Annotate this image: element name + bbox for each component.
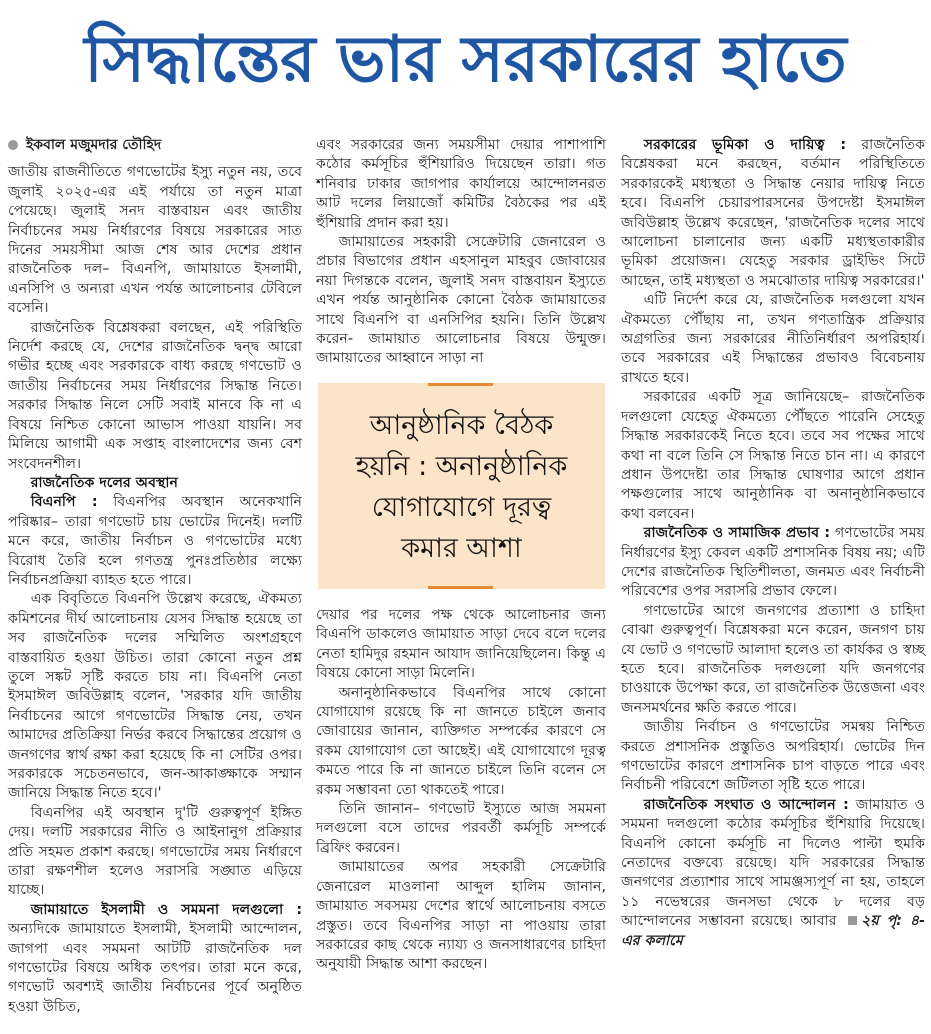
paragraph-lead: বিএনপি : <box>30 494 98 511</box>
paragraph-text: অনানুষ্ঠানিকভাবে বিএনপির সাথে কোনো যোগাযোগ রয়েছে কি না জানতে চাইলে জনাব জোবায়ের জানান, ব্যক্তিগত সম্পর্কের কারণে সে রকম যোগাযোগ তো আছেই। এই যোগাযোগে দূরত্ব কমতে পারে কি না জানতে চাইলে তিনি বলেন সে রকম সম্ভাবনা তো থাকতেই পারে। <box>316 684 606 798</box>
paragraph <box>316 858 606 974</box>
byline-author: ইকবাল মজুমদার তৌহিদ <box>26 137 162 153</box>
paragraph <box>8 163 302 318</box>
paragraph-text: এটি নির্দেশ করে যে, রাজনৈতিক দলগুলো যখন ঐকমত্যে পৌঁছায় না, তখন গণতান্ত্রিক প্রক্রিয়ার অগ্রগতির জন্য সরকারের নীতিনির্ধারণ অপরিহার্য। তবে সরকারের এই সিদ্ধান্তের প্রভাবও বিবেচনায় রাখতে হবে। <box>621 292 925 386</box>
paragraph-text: তিনি জানান– গণভোট ইস্যুতে আজ সমমনা দলগুলো বসে তাদের পরবর্তী কর্মসূচি সম্পর্কে ব্রিফিং করবেন। <box>316 801 606 856</box>
paragraph-text: গণভোটের সময় নির্ধারণের ইস্যু কেবল একটি প্রশাসনিক বিষয় নয়; এটি দেশের রাজনৈতিক স্থিতিশীলতা, জনমত এবং নির্বাচনী পরিবেশের ওপর সরাসরি প্রভাব ফেলে। <box>621 525 925 600</box>
paragraph-text: দেয়ার পর দলের পক্ষ থেকে আলোচনার জন্য বিএনপি ডাকলেও জামায়াত সাড়া দেবে বলে দলের নেতা হামিদুর রহমান আযাদ জানিয়েছিলেন। কিন্তু এ বিষয়ে কোনো সাড়া মিলেনি। <box>316 607 606 682</box>
pull-quote-rule-top <box>428 383 493 386</box>
continued-square-icon <box>848 916 857 925</box>
paragraph <box>621 524 925 602</box>
pull-quote-rule-bottom <box>428 586 493 589</box>
pull-quote-line: আনুষ্ঠানিক বৈঠক <box>369 410 554 441</box>
headline: সিদ্ধান্তের ভার সরকারের হাতে <box>84 23 847 97</box>
column-1-body <box>8 163 302 1017</box>
continued-on-link[interactable]: ২য় পৃ: ৪-এর কলামে <box>621 913 925 949</box>
paragraph-text: জাতীয় নির্বাচন ও গণভোটের সমন্বয় নিশ্চিত করতে প্রশাসনিক প্রস্তুতিও অপরিহার্য। ভোটের দিন গণভোটের কারণে প্রশাসনিক চাপ বাড়তে পারে এবং নির্বাচনী পরিবেশে জটিলতা সৃষ্টি হতে পারে। <box>621 719 925 794</box>
paragraph <box>621 388 925 524</box>
column-2-top <box>316 136 606 369</box>
paragraph <box>621 136 925 291</box>
pull-quote-box <box>318 383 605 589</box>
paragraph-lead: রাজনৈতিক দলের অবস্থান <box>30 474 178 491</box>
pull-quote-line: হয়নি : অনানুষ্ঠানিক <box>355 451 568 482</box>
bullet-icon <box>8 140 18 150</box>
paragraph-text: রাজনৈতিক বিশ্লেষকরা বলছেন, এই পরিস্থিতি নির্দেশ করছে যে, দেশের রাজনৈতিক দ্বন্দ্ব আরো গভীর হচ্ছে এবং সরকারকে বাধ্য করছে গণভোট ও জাতীয় নির্বাচনের সময় নির্ধারণের সিদ্ধান্ত নিতে। সরকার সিদ্ধান্ত নিলে সেটি সবাই মানবে কি না এ বিষয়ে নিশ্চিত কোনো আভাস পাওয়া যায়নি। সব মিলিয়ে আগামী এক সপ্তাহ বাংলাদেশের জন্য বেশ সংবেদনশীল। <box>8 319 302 472</box>
paragraph-text: জামায়াতের অপর সহকারী সেক্রেটারি জেনারেল মাওলানা আব্দুল হালিম জানান, জামায়াত সবসময় দেশের স্বার্থে আলোচনায় বসতে প্রস্তুত। তবে বিএনপির সাড়া না পাওয়ায় তারা সরকারের কাছ থেকে ন্যায্য ও জনসাধারণের চাহিদা অনুযায়ী সিদ্ধান্ত আশা করছেন। <box>316 859 606 973</box>
paragraph <box>8 474 302 493</box>
column-2-bottom <box>316 606 606 975</box>
paragraph <box>8 804 302 901</box>
paragraph-text: অন্যদিকে জামায়াতে ইসলামী, ইসলামী আন্দোলন, জাগপা এবং সমমনা আটটি রাজনৈতিক দল গণভোটের বিষয়ে অধিক তৎপর। তারা মনে করে, গণভোট অবশ্যই জাতীয় নির্বাচনের পূর্বে অনুষ্ঠিত হওয়া উচিত, <box>8 921 302 1015</box>
paragraph <box>316 800 606 858</box>
paragraph-text: রাজনৈতিক বিশ্লেষকরা মনে করছেন, বর্তমান পরিস্থিতিতে সরকারকেই মধ্যস্থতা ও সিদ্ধান্ত নেয়ার দায়িত্ব নিতে হবে। বিএনপি চেয়ারপারসনের উপদেষ্টা ইসমাঈল জবিউল্লাহ উল্লেখ করেছেন, 'রাজনৈতিক দলের সাথে আলোচনা চালানোর জন্য একটি মধ্যস্থতাকারীর ভূমিকা প্রয়োজন। যেহেতু সরকার ড্রাইভিং সিটে আছেন, তাই মধ্যস্থতা ও সমঝোতার দায়িত্ব সরকারের।' <box>621 137 925 289</box>
paragraph-lead: জামায়াতে ইসলামী ও সমমনা দলগুলো : <box>30 901 302 918</box>
paragraph <box>621 796 925 951</box>
paragraph <box>621 291 925 388</box>
paragraph-text: সরকারের একটি সূত্র জানিয়েছে– রাজনৈতিক দলগুলো যেহেতু ঐকমত্যে পৌঁছতে পারেনি সেহেতু সিদ্ধান্ত সরকারকেই নিতে হবে। তবে সব পক্ষের সাথে কথা না বলে তিনি সে সিদ্ধান্ত নিতে চান না। এ কারণে প্রধান উপদেষ্টা তার সিদ্ধান্ত ঘোষণার আগে প্রধান পক্ষগুলোর সাথে আনুষ্ঠানিক বা অনানুষ্ঠানিকভাবে কথা বলবেন। <box>621 389 925 522</box>
paragraph <box>316 233 606 369</box>
pull-quote <box>318 405 605 569</box>
paragraph-text: জাতীয় রাজনীতিতে গণভোটের ইস্যু নতুন নয়, তবে জুলাই ২০২৫-এর এই পর্যায়ে তা নতুন মাত্রা পেয়েছে। জুলাই সনদ বাস্তবায়ন এবং জাতীয় নির্বাচনের সময় নির্ধারণের বিষয়ে সরকারের সাত দিনের সময়সীমা আজ শেষ আর দেশের প্রধান রাজনৈতিক দল– বিএনপি, জামায়াতে ইসলামী, এনসিপি ও অন্যরা এখন পর্যন্ত আলোচনার টেবিলে বসেনি। <box>8 164 302 317</box>
column-1 <box>8 136 302 1017</box>
paragraph <box>621 718 925 796</box>
paragraph <box>316 684 606 800</box>
byline <box>8 136 302 155</box>
paragraph <box>316 136 606 233</box>
paragraph <box>8 319 302 474</box>
paragraph-text: জামায়াত ও সমমনা দলগুলো কঠোর কর্মসূচির হুঁশিয়ারি দিয়েছে। বিএনপি কোনো কর্মসূচি না দিলেও পাল্টা হুমকি নেতাদের বক্তব্যে রয়েছে। যদি সরকারের সিদ্ধান্ত জনগণের প্রত্যাশার সাথে সামঞ্জস্যপূর্ণ না হয়, তাহলে ১১ নভেম্বরের জনসভা থেকে ৮ দলের বড় আন্দোলনের সম্ভাবনা রয়েছে। আবার <box>621 796 925 930</box>
paragraph-text: বিএনপির এই অবস্থান দু'টি গুরুত্বপূর্ণ ইঙ্গিত দেয়। দলটি সরকারের নীতি ও আইনানুগ প্রক্রিয়ার প্রতি সহমত প্রকাশ করছে। গণভোটের সময় নির্ধারণে তারা রক্ষণশীল হলেও সরাসরি সঙ্ঘাত এড়িয়ে যাচ্ছে। <box>8 804 302 899</box>
paragraph <box>316 606 606 684</box>
paragraph-text: জামায়াতের সহকারী সেক্রেটারি জেনারেল ও প্রচার বিভাগের প্রধান এহসানুল মাহবুব জোবায়ের নয়া দিগন্তকে বলেন, জুলাই সনদ বাস্তবায়ন ইস্যুতে এখন পর্যন্ত আনুষ্ঠানিক কোনো বৈঠক জামায়াতের সাথে বিএনপি বা এনসিপির হয়নি। তিনি উল্লেখ করেন- জামায়াত আলোচনার বিষয়ে উন্মুক্ত। জামায়াতের আহ্বানে সাড়া না <box>316 234 606 367</box>
paragraph-lead: রাজনৈতিক সংঘাত ও আন্দোলন : <box>643 796 849 813</box>
paragraph-lead: সরকারের ভূমিকা ও দায়িত্ব : <box>643 137 846 153</box>
paragraph-text: বিএনপির অবস্থান অনেকখানি পরিষ্কার– তারা গণভোট চায় ভোটের দিনেই। দলটি মনে করে, জাতীয় নির্বাচন ও গণভোটের মধ্যে বিরোধ তৈরি হলে গণতন্ত্র পুনঃপ্রতিষ্ঠার লক্ষ্যে নির্বাচনপ্রক্রিয়া ব্যাহত হতে পারে। <box>8 494 302 588</box>
paragraph-text: গণভোটের আগে জনগণের প্রত্যাশা ও চাহিদা বোঝা গুরুত্বপূর্ণ। বিশ্লেষকরা মনে করেন, জনগণ চায় যে ভোট ও গণভোট আলাদা হলেও তা কার্যকর ও স্বচ্ছ হতে হবে। রাজনৈতিক দলগুলো যদি জনগণের চাওয়াকে উপেক্ষা করে, তা রাজনৈতিক উত্তেজনা এবং জনসমর্থনের ক্ষতি করতে পারে। <box>621 602 925 716</box>
paragraph-lead: রাজনৈতিক ও সামাজিক প্রভাব : <box>643 525 831 542</box>
pull-quote-line: কমার আশা <box>401 533 522 564</box>
column-3 <box>621 136 925 951</box>
paragraph <box>8 901 302 1017</box>
paragraph <box>8 493 302 590</box>
paragraph <box>8 590 302 803</box>
paragraph-text: এক বিবৃতিতে বিএনপি উল্লেখ করেছে, ঐকমত্য কমিশনের দীর্ঘ আলোচনায় যেসব সিদ্ধান্ত হয়েছে তা সব রাজনৈতিক দলের সম্মিলিত অংশগ্রহণে বাস্তবায়িত হওয়া উচিত। তারা কোনো নতুন প্রশ্ন তুলে সঙ্কট সৃষ্টি করতে চায় না। বিএনপি নেতা ইসমাঈল জবিউল্লাহ বলেন, 'সরকার যদি জাতীয় নির্বাচনের আগে গণভোটের সিদ্ধান্ত নেয়, তখন আমাদের প্রতিক্রিয়া নির্ভর করবে সিদ্ধান্তের প্রয়োগ ও জনগণের স্বার্থ রক্ষা করা হয়েছে কি না সেটির ওপর। সরকারকে সচেতনভাবে, জন-আকাঙ্ক্ষাকে সম্মান জানিয়ে সিদ্ধান্ত নিতে হবে।' <box>8 591 302 802</box>
paragraph-text: এবং সরকারের জন্য সময়সীমা দেয়ার পাশাপাশি কঠোর কর্মসূচির হুঁশিয়ারিও দিয়েছেন তারা। গত শনিবার ঢাকার জাগপার কার্যালয়ে আন্দোলনরত আট দলের লিয়াজোঁ কমিটির বৈঠকের পর এই হুঁশিয়ারি প্রদান করা হয়। <box>316 137 606 231</box>
paragraph <box>621 602 925 718</box>
pull-quote-line: যোগাযোগে দূরত্ব <box>371 492 552 523</box>
